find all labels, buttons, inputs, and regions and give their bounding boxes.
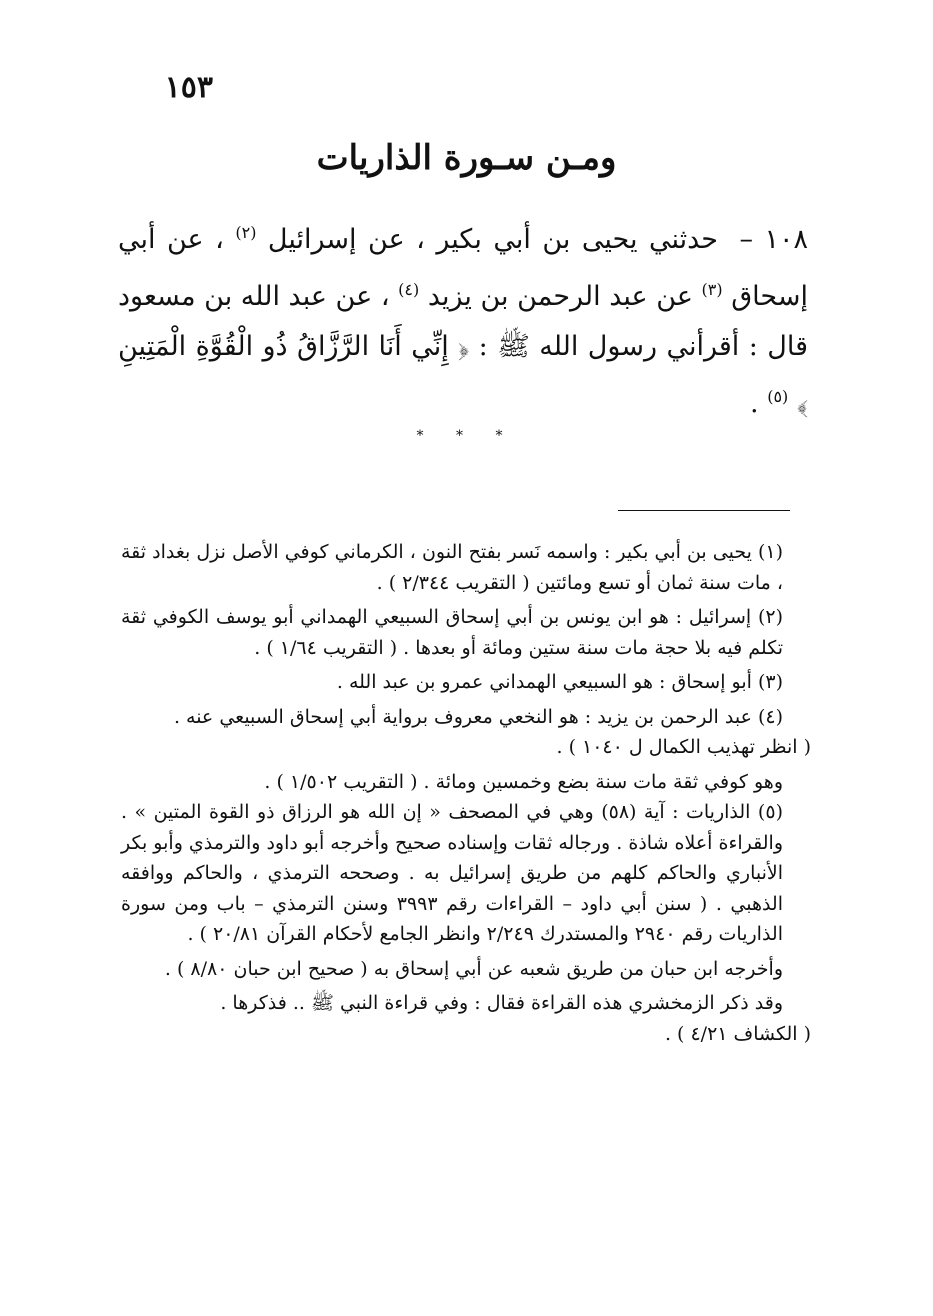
page-number: ١٥٣ bbox=[164, 70, 213, 105]
hadith-number: ١٠٨ – bbox=[739, 224, 808, 255]
footnote-4-continuation: ( انظر تهذيب الكمال ل ١٠٤٠ ) . bbox=[556, 736, 811, 758]
hadith-line-5: . bbox=[750, 388, 759, 419]
footnotes bbox=[121, 537, 811, 1049]
footnote-rule bbox=[618, 510, 790, 511]
footnote-5-extra-3: ( الكشاف ٤/٢١ ) . bbox=[664, 1022, 811, 1045]
footnote-5: (٥) الذاريات : آية (٥٨) وهي في المصحف « إن الله هو الرزاق ذو القوة المتين » . والقراءة أعلاه شاذة . ورجاله ثقات وإسناده صحيح وأخرجه أبو داود والترمذي وأبو بكر الأنباري والحاكم كلهم من طريق إسرائيل به . وصححه الترمذي ، والحاكم ووافقه الذهبي . ( سنن أبي داود – القراءات رقم ٣٩٩٣ وسنن الترمذي – باب ومن سورة الذاريات رقم ٢٩٤٠ والمستدرك ٢/٢٤٩ وانظر الجامع لأحكام القرآن ٢٠/٨١ ) . bbox=[121, 801, 784, 945]
ref-3: (٣) bbox=[701, 280, 723, 299]
footnote-5-extra-2: وقد ذكر الزمخشري هذه القراءة فقال : وفي قراءة النبي ﷺ .. فذكرها . bbox=[220, 992, 783, 1014]
footnote-5-extra-1: وأخرجه ابن حبان من طريق شعبه عن أبي إسحاق به ( صحيح ابن حبان ٨/٨٠ ) . bbox=[164, 957, 783, 980]
footnote-4-extra: وهو كوفي ثقة مات سنة بضع وخمسين ومائة . ( التقريب ١/٥٠٢ ) . bbox=[264, 770, 783, 793]
hadith-text bbox=[118, 208, 808, 429]
ref-4: (٤) bbox=[398, 280, 420, 299]
footnote-1: (١) يحيى بن أبي بكير : واسمه نَسر بفتح النون ، الكرماني كوفي الأصل نزل بغداد ثقة ، مات سنة ثمان أو تسع ومائتين ( التقريب ٢/٣٤٤ ) . bbox=[121, 541, 783, 594]
section-separator: * * * bbox=[416, 428, 517, 444]
hadith-line-2: ، عن أبي إسحاق bbox=[118, 224, 808, 312]
footnote-4: (٤) عبد الرحمن بن يزيد : هو النخعي معروف برواية أبي إسحاق السبيعي عنه . bbox=[173, 705, 783, 728]
ref-2: (٢) bbox=[235, 223, 257, 242]
surah-title: ومـن سـورة الذاريات bbox=[316, 138, 617, 178]
footnote-2: (٢) إسرائيل : هو ابن يونس بن أبي إسحاق السبيعي الهمداني أبو يوسف الكوفي ثقة تكلم فيه بلا حجة مات سنة ستين ومائة أو بعدها . ( التقريب ١/٦٤ ) . bbox=[121, 606, 783, 659]
hadith-line-4: ، عن عبد الله بن مسعود قال : أقرأني رسول الله ﷺ : ﴿ إِنِّي أَنَا الرَّزَّاقُ ذُو الْقُوَّةِ الْمَتِينِ ﴾ bbox=[118, 281, 808, 419]
ref-5: (٥) bbox=[767, 387, 789, 406]
footnote-3: (٣) أبو إسحاق : هو السبيعي الهمداني عمرو بن عبد الله . bbox=[336, 671, 783, 693]
hadith-line-3: عن عبد الرحمن بن يزيد bbox=[427, 281, 693, 312]
hadith-line-1: حدثني يحيى بن أبي بكير ، عن إسرائيل bbox=[267, 224, 718, 255]
